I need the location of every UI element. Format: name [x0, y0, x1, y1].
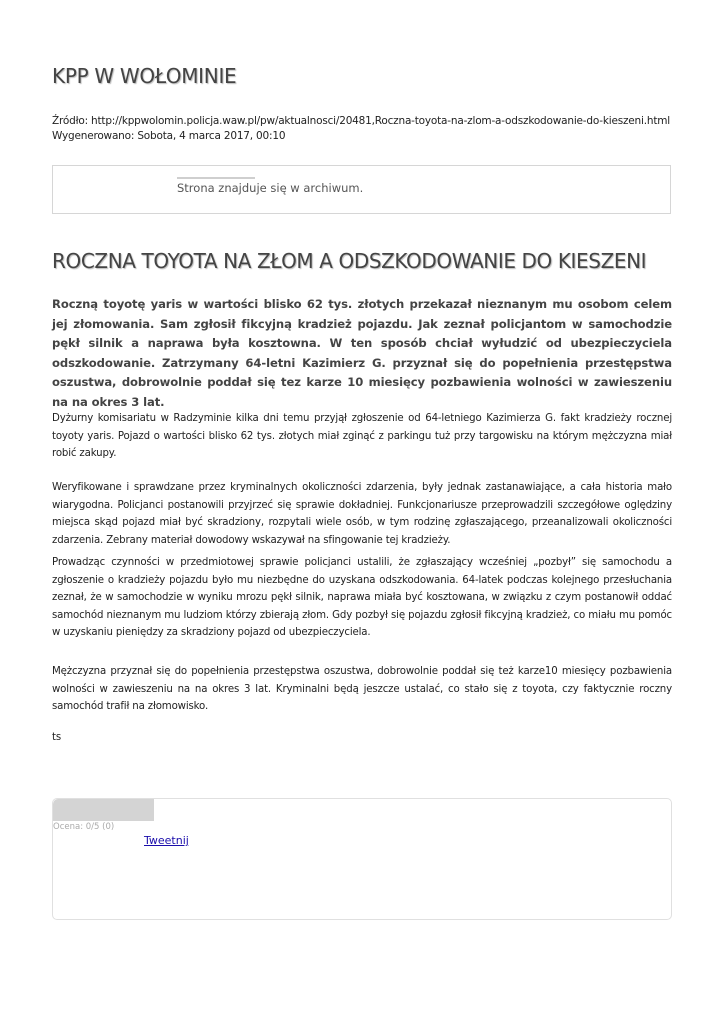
generated-date-line: Wygenerowano: Sobota, 4 marca 2017, 00:10	[52, 130, 286, 142]
article-paragraph-2: Weryfikowane i sprawdzane przez kryminalnych okoliczności zdarzenia, były jednak zastanawiające, a cała historia mało wiarygodna. Policjanci postanowili przyjrzeć się sprawie dokładniej. Funkcjonariusze przeprowadzili szczegółowe oględziny miejsca skąd pojazd miał być skradziony, rozpytali wiele osób, w tym rodzinę zgłaszającego, przeanalizowali okoliczności zdarzenia. Zebrany materiał dowodowy wskazywał na sfingowanie tej kradzieży.	[52, 482, 672, 546]
archive-divider	[177, 177, 255, 179]
document-meta	[52, 114, 670, 144]
tweet-link[interactable]: Tweetnij	[144, 834, 189, 847]
rating-stars-widget[interactable]	[53, 799, 154, 821]
article-lead: Roczną toyotę yaris w wartości blisko 62 tys. złotych przekazał nieznanym mu osobom celem jej złomowania. Sam zgłosił fikcyjną kradzież pojazdu. Jak zeznał policjantom w samochodzie pękł silnik a naprawa była kosztowna. W ten sposób chciał wyłudzić od ubezpieczyciela odszkodowanie. Zatrzymany 64-letni Kazimierz G. przyznał się do popełnienia przestępstwa oszustwa, dobrowolnie poddał się tez karze 10 miesięcy pozbawienia wolności w zawieszeniu na na okres 3 lat.	[52, 297, 672, 409]
author-initials: ts	[52, 732, 62, 743]
source-url-line: Źródło: http://kppwolomin.policja.waw.pl/pw/aktualnosci/20481,Roczna-toyota-na-zlom-a-odszkodowanie-do-kieszeni.html	[52, 115, 670, 127]
article-paragraph-4: Mężczyzna przyznał się do popełnienia przestępstwa oszustwa, dobrowolnie poddał się też karze10 miesięcy pozbawienia wolności w zawieszeniu na na okres 3 lat. Kryminalni będą jeszcze ustalać, co stało się z toyota, czy faktycznie roczny samochód trafił na złomowisko.	[52, 666, 672, 713]
article-paragraph-1: Dyżurny komisariatu w Radzyminie kilka dni temu przyjął zgłoszenie od 64-letniego Kazimierza G. fakt kradzieży rocznej toyoty yaris. Pojazd o wartości blisko 62 tys. złotych miał zginąć z parkingu tuż przy targowisku na którym mężczyzna miał robić zakupy.	[52, 413, 672, 460]
site-title: KPP W WOŁOMINIE	[52, 64, 237, 88]
rating-label: Ocena: 0/5 (0)	[53, 822, 115, 832]
article-paragraph-3: Prowadząc czynności w przedmiotowej sprawie policjanci ustalili, że zgłaszający wcześniej „pozbył” się samochodu a zgłoszenie o kradzieży pojazdu było mu niezbędne do uzyskana odszkodowania. 64-latek podczas kolejnego przesłuchania zeznał, że w samochodzie w wyniku mrozu pękł silnik, naprawa miała być kosztowana, w związku z czym postanowił oddać samochód nieznanym mu ludziom którzy zbierają złom. Gdy pozbył się pojazdu zgłosił fikcyjną kradzież, co miału mu pomóc w uzyskaniu pieniędzy za skradziony pojazd od ubezpieczyciela.	[52, 557, 672, 639]
archive-notice-text: Strona znajduje się w archiwum.	[177, 181, 364, 195]
archive-notice-box	[52, 165, 671, 214]
article-footer-box	[52, 798, 672, 920]
article-title: ROCZNA TOYOTA NA ZŁOM A ODSZKODOWANIE DO KIESZENI	[52, 249, 647, 273]
